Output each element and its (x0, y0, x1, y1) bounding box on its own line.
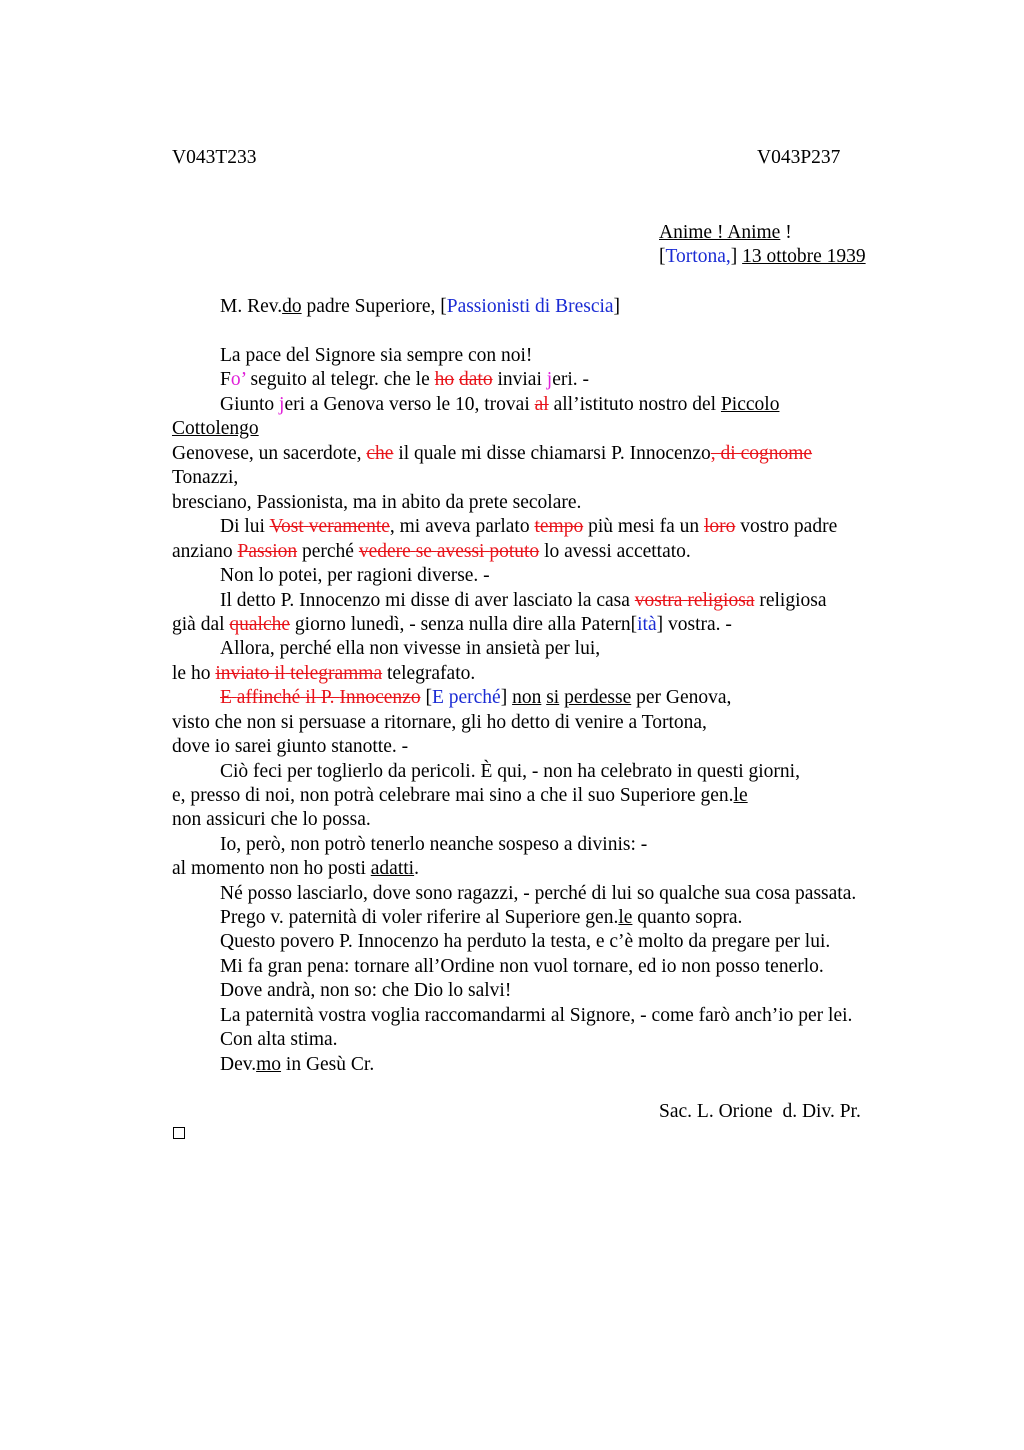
right-reference-code: V043P237 (757, 147, 841, 168)
body-line: Dove andrà, non so: che Dio lo salvi! (220, 980, 512, 1001)
body-line: La paternità vostra voglia raccomandarmi al Signore, - come farò anch’io per lei. (220, 1005, 853, 1026)
deleted-text: telegramma (290, 663, 383, 684)
body-line (172, 540, 691, 564)
body-line: Questo povero P. Innocenzo ha perduto la testa, e c’è molto da pregare per lui. (220, 931, 831, 952)
text: ] (613, 296, 621, 317)
body-line (220, 686, 731, 710)
body-line: Non lo potei, per ragioni diverse. - (220, 565, 490, 586)
underlined-text: Piccolo (720, 394, 780, 415)
underlined-text: le (618, 907, 633, 928)
text: lo avessi accettato. (539, 541, 691, 562)
text: Prego v. paternità di voler riferire al Superiore gen. (220, 907, 619, 928)
deleted-text: Innocenzo (339, 687, 421, 708)
text: giorno lunedì, - senza nulla dire alla Patern[ (290, 614, 638, 635)
text: eri a Genova verso le 10, trovai (284, 394, 535, 415)
text: quanto sopra. (632, 907, 743, 928)
body-line: dove io sarei giunto stanotte. - (172, 736, 409, 757)
editorial-text: E perché (431, 687, 501, 708)
body-line: Con alta stima. (220, 1029, 338, 1050)
motto: Anime ! Anime (659, 222, 781, 243)
text: vostro padre (735, 516, 838, 537)
underlined-text: si (546, 687, 560, 708)
text: padre Superiore, [ (301, 296, 447, 317)
deleted-text: il (274, 663, 286, 684)
text: perché (297, 541, 359, 562)
body-line (220, 368, 589, 392)
body-line (172, 442, 812, 466)
editorial-text: ità (637, 614, 657, 635)
deleted-text: dato (459, 369, 493, 390)
text: al momento non ho posti (172, 858, 371, 879)
text: . (414, 858, 419, 879)
deleted-text: veramente (308, 516, 390, 537)
text: inviai (492, 369, 547, 390)
text: ] vostra. - (656, 614, 732, 635)
text: in Gesù Cr. (281, 1054, 375, 1075)
body-line (172, 857, 419, 881)
text: religiosa (754, 590, 827, 611)
motto-line (659, 222, 792, 244)
text: e, presso di noi, non potrà celebrare mai sino a che il suo Superiore gen. (172, 785, 734, 806)
text: all’istituto nostro del (548, 394, 721, 415)
deleted-text: qualche (229, 614, 291, 635)
body-line (220, 515, 837, 539)
body-line: Allora, perché ella non vivesse in ansietà per lui, (220, 638, 601, 659)
text: anziano (172, 541, 238, 562)
body-line (172, 662, 475, 686)
text: Dev. (220, 1054, 257, 1075)
deleted-text: inviato (215, 663, 270, 684)
text: il quale mi disse chiamarsi P. Innocenzo (393, 443, 711, 464)
underlined-text: perdesse (564, 687, 632, 708)
deleted-text: loro (704, 516, 736, 537)
closing-line (220, 1053, 374, 1077)
deleted-text: P. (320, 687, 335, 708)
text: le ho (172, 663, 216, 684)
body-line: Tonazzi, (172, 467, 239, 488)
deleted-text: avessi (436, 541, 485, 562)
body-line: non assicuri che lo possa. (172, 809, 371, 830)
text: per Genova, (631, 687, 732, 708)
text: F (220, 369, 231, 390)
deleted-text: ho (434, 369, 455, 390)
underlined-text: adatti (370, 858, 415, 879)
body-line (172, 417, 259, 441)
text: [ (420, 687, 432, 708)
body-line: Ciò feci per toglierlo da pericoli. È qui, - non ha celebrato in questi giorni, (220, 761, 800, 782)
body-line (220, 906, 742, 930)
bracket: ] (730, 246, 738, 267)
date: 13 ottobre 1939 (742, 246, 866, 267)
body-line: La pace del Signore sia sempre con noi! (220, 345, 533, 366)
deleted-text: al (534, 394, 549, 415)
underlined-text: mo (256, 1054, 282, 1075)
deleted-text: E (220, 687, 232, 708)
text: eri. - (552, 369, 589, 390)
deleted-text: Vost (269, 516, 304, 537)
signature: Sac. L. Orione d. Div. Pr. (659, 1101, 861, 1122)
recipient: Passionisti di Brescia (446, 296, 614, 317)
text: do (282, 296, 302, 317)
text: M. Rev. (220, 296, 283, 317)
correction: j (279, 394, 285, 415)
body-line (172, 784, 748, 808)
text: seguito al telegr. che le (245, 369, 435, 390)
text: Genovese, un sacerdote, (172, 443, 367, 464)
bracket: [ (659, 246, 666, 267)
left-reference-code: V043T233 (172, 147, 257, 168)
body-line (220, 589, 827, 613)
text: più mesi fa un (583, 516, 704, 537)
correction: o’ (230, 369, 246, 390)
body-line: bresciano, Passionista, ma in abito da prete secolare. (172, 492, 582, 513)
body-line: Né posso lasciarlo, dove sono ragazzi, - perché di lui so qualche sua cosa passata. (220, 883, 857, 904)
place: Tortona, (665, 246, 731, 267)
text: Di lui (220, 516, 270, 537)
place-date-line (659, 246, 866, 268)
text: telegrafato. (382, 663, 476, 684)
underlined-text: Cottolengo (172, 418, 259, 439)
deleted-text: religiosa (687, 590, 755, 611)
deleted-text: se (415, 541, 432, 562)
text: Il detto P. Innocenzo mi disse di aver lasciato la casa (220, 590, 635, 611)
checkbox-glyph (173, 1127, 185, 1139)
deleted-text: il (305, 687, 317, 708)
deleted-text: che (366, 443, 394, 464)
deleted-text: vostra (634, 590, 683, 611)
body-line: visto che non si persuase a ritornare, gli ho detto di venire a Tortona, (172, 712, 707, 733)
deleted-text: potuto (489, 541, 540, 562)
deleted-text: vedere (358, 541, 411, 562)
deleted-text: tempo (534, 516, 584, 537)
deleted-text: Passion (237, 541, 298, 562)
text: Giunto (220, 394, 280, 415)
salutation (220, 295, 620, 319)
underlined-text: non (512, 687, 542, 708)
text: ] (500, 687, 513, 708)
deleted-text: affinché (236, 687, 301, 708)
correction: j (546, 369, 553, 390)
deleted-text: , di cognome (710, 443, 813, 464)
text: già dal (172, 614, 230, 635)
body-line: Mi fa gran pena: tornare all’Ordine non vuol tornare, ed io non posso tenerlo. (220, 956, 824, 977)
body-line: Io, però, non potrò tenerlo neanche sospeso a divinis: - (220, 834, 648, 855)
motto-end: ! (780, 222, 792, 243)
text: , mi aveva parlato (389, 516, 535, 537)
underlined-text: le (733, 785, 748, 806)
body-line (172, 613, 732, 637)
body-line (220, 393, 779, 417)
